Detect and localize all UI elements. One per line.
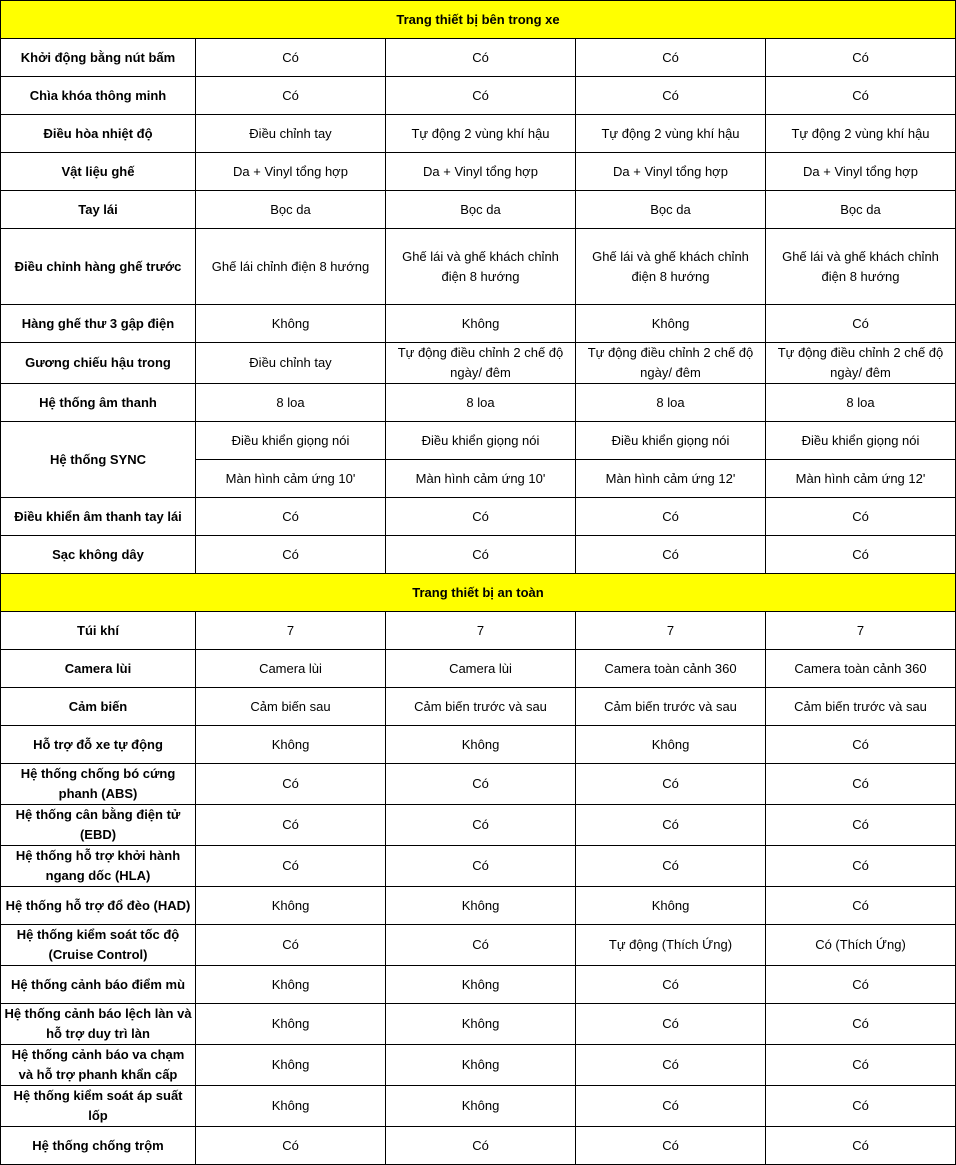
cell-value: Da + Vinyl tổng hợp bbox=[196, 153, 386, 191]
cell-value: Da + Vinyl tổng hợp bbox=[766, 153, 956, 191]
cell-value: Không bbox=[196, 1004, 386, 1045]
cell-value: 7 bbox=[196, 612, 386, 650]
cell-value: Tự động điều chỉnh 2 chế độ ngày/ đêm bbox=[386, 343, 576, 384]
cell-value: Cảm biến trước và sau bbox=[766, 688, 956, 726]
table-row bbox=[1, 1127, 956, 1165]
cell-value: Không bbox=[386, 305, 576, 343]
cell-value: Ghế lái chỉnh điện 8 hướng bbox=[196, 229, 386, 305]
cell-value: Tự động (Thích Ứng) bbox=[576, 925, 766, 966]
cell-value: 8 loa bbox=[766, 384, 956, 422]
cell-value: Không bbox=[196, 966, 386, 1004]
row-label: Hệ thống âm thanh bbox=[1, 384, 196, 422]
cell-value: Bọc da bbox=[576, 191, 766, 229]
cell-value: Có bbox=[386, 925, 576, 966]
cell-value: Không bbox=[576, 887, 766, 925]
cell-value: Có bbox=[576, 764, 766, 805]
cell-value: Có bbox=[766, 1127, 956, 1165]
row-label: Hệ thống cảnh báo va chạm và hỗ trợ phanh khẩn cấp bbox=[1, 1045, 196, 1086]
row-label: Cảm biến bbox=[1, 688, 196, 726]
cell-value: Có bbox=[196, 764, 386, 805]
cell-value: Tự động 2 vùng khí hậu bbox=[576, 115, 766, 153]
table-row bbox=[1, 153, 956, 191]
row-label: Hệ thống SYNC bbox=[1, 422, 196, 498]
cell-value: Điều khiển giọng nói bbox=[386, 422, 576, 460]
table-row bbox=[1, 191, 956, 229]
cell-value: Có bbox=[576, 39, 766, 77]
cell-value: Có bbox=[576, 498, 766, 536]
cell-value: Có bbox=[386, 805, 576, 846]
cell-value: Có bbox=[576, 77, 766, 115]
cell-value: Không bbox=[386, 1045, 576, 1086]
cell-value: Không bbox=[196, 726, 386, 764]
cell-value: Không bbox=[196, 1045, 386, 1086]
table-row bbox=[1, 422, 956, 460]
cell-value: Có bbox=[766, 305, 956, 343]
table-row bbox=[1, 925, 956, 966]
cell-value: Điều chỉnh tay bbox=[196, 115, 386, 153]
cell-value: Có bbox=[386, 764, 576, 805]
row-label: Điều hòa nhiệt độ bbox=[1, 115, 196, 153]
cell-value: Có bbox=[196, 498, 386, 536]
cell-value: 7 bbox=[386, 612, 576, 650]
row-label: Hệ thống chống bó cứng phanh (ABS) bbox=[1, 764, 196, 805]
row-label: Khởi động bằng nút bấm bbox=[1, 39, 196, 77]
cell-value: Không bbox=[386, 966, 576, 1004]
table-row bbox=[1, 536, 956, 574]
cell-value: Có bbox=[576, 1086, 766, 1127]
cell-value: Có bbox=[766, 764, 956, 805]
cell-value: Da + Vinyl tổng hợp bbox=[386, 153, 576, 191]
cell-value: Có (Thích Ứng) bbox=[766, 925, 956, 966]
row-label: Điều khiển âm thanh tay lái bbox=[1, 498, 196, 536]
table-row bbox=[1, 726, 956, 764]
cell-value: Có bbox=[196, 39, 386, 77]
cell-value: Có bbox=[576, 1004, 766, 1045]
cell-value: Bọc da bbox=[386, 191, 576, 229]
row-label: Gương chiếu hậu trong bbox=[1, 343, 196, 384]
cell-value: Điều khiển giọng nói bbox=[196, 422, 386, 460]
cell-value: Tự động điều chỉnh 2 chế độ ngày/ đêm bbox=[576, 343, 766, 384]
cell-value: Có bbox=[386, 77, 576, 115]
row-label: Hệ thống kiểm soát tốc độ (Cruise Control) bbox=[1, 925, 196, 966]
cell-value: Không bbox=[196, 1086, 386, 1127]
table-row bbox=[1, 1045, 956, 1086]
row-label: Hàng ghế thư 3 gập điện bbox=[1, 305, 196, 343]
cell-value: Có bbox=[576, 536, 766, 574]
cell-value: Có bbox=[386, 846, 576, 887]
table-row bbox=[1, 39, 956, 77]
cell-value: Màn hình cảm ứng 12' bbox=[766, 460, 956, 498]
cell-value: Ghế lái và ghế khách chỉnh điện 8 hướng bbox=[766, 229, 956, 305]
row-label: Hệ thống cảnh báo lệch làn và hỗ trợ duy trì làn bbox=[1, 1004, 196, 1045]
row-label: Hệ thống cảnh báo điểm mù bbox=[1, 966, 196, 1004]
cell-value: Có bbox=[196, 77, 386, 115]
cell-value: Điều khiển giọng nói bbox=[576, 422, 766, 460]
cell-value: Có bbox=[576, 1127, 766, 1165]
table-row bbox=[1, 805, 956, 846]
row-label: Tay lái bbox=[1, 191, 196, 229]
section-header-row bbox=[1, 1, 956, 39]
row-label: Hệ thống kiểm soát áp suất lốp bbox=[1, 1086, 196, 1127]
cell-value: Có bbox=[766, 536, 956, 574]
cell-value: Có bbox=[766, 77, 956, 115]
cell-value: Điều khiển giọng nói bbox=[766, 422, 956, 460]
cell-value: Có bbox=[766, 1004, 956, 1045]
cell-value: Camera lùi bbox=[386, 650, 576, 688]
cell-value: Có bbox=[386, 39, 576, 77]
cell-value: Có bbox=[766, 39, 956, 77]
table-row bbox=[1, 966, 956, 1004]
cell-value: 7 bbox=[576, 612, 766, 650]
table-row bbox=[1, 650, 956, 688]
table-row bbox=[1, 612, 956, 650]
cell-value: Cảm biến trước và sau bbox=[576, 688, 766, 726]
cell-value: Không bbox=[196, 887, 386, 925]
cell-value: Ghế lái và ghế khách chỉnh điện 8 hướng bbox=[386, 229, 576, 305]
table-row bbox=[1, 846, 956, 887]
section-header-row bbox=[1, 574, 956, 612]
row-label: Chìa khóa thông minh bbox=[1, 77, 196, 115]
table-row bbox=[1, 887, 956, 925]
cell-value: Có bbox=[196, 805, 386, 846]
cell-value: Tự động 2 vùng khí hậu bbox=[766, 115, 956, 153]
cell-value: 8 loa bbox=[386, 384, 576, 422]
row-label: Hỗ trợ đỗ xe tự động bbox=[1, 726, 196, 764]
cell-value: Màn hình cảm ứng 10' bbox=[196, 460, 386, 498]
cell-value: Có bbox=[766, 498, 956, 536]
cell-value: Điều chỉnh tay bbox=[196, 343, 386, 384]
table-row bbox=[1, 1004, 956, 1045]
cell-value: Có bbox=[196, 1127, 386, 1165]
cell-value: Không bbox=[386, 726, 576, 764]
cell-value: Ghế lái và ghế khách chỉnh điện 8 hướng bbox=[576, 229, 766, 305]
cell-value: Có bbox=[576, 1045, 766, 1086]
row-label: Túi khí bbox=[1, 612, 196, 650]
cell-value: Tự động điều chỉnh 2 chế độ ngày/ đêm bbox=[766, 343, 956, 384]
cell-value: Có bbox=[196, 846, 386, 887]
row-label: Hệ thống cân bằng điện tử (EBD) bbox=[1, 805, 196, 846]
table-row bbox=[1, 384, 956, 422]
table-row bbox=[1, 498, 956, 536]
row-label: Vật liệu ghế bbox=[1, 153, 196, 191]
cell-value: Camera toàn cảnh 360 bbox=[576, 650, 766, 688]
cell-value: 7 bbox=[766, 612, 956, 650]
table-row bbox=[1, 343, 956, 384]
cell-value: Không bbox=[576, 726, 766, 764]
cell-value: Có bbox=[576, 846, 766, 887]
cell-value: Bọc da bbox=[766, 191, 956, 229]
cell-value: 8 loa bbox=[196, 384, 386, 422]
cell-value: Không bbox=[196, 305, 386, 343]
cell-value: Camera toàn cảnh 360 bbox=[766, 650, 956, 688]
cell-value: Có bbox=[576, 966, 766, 1004]
row-label: Hệ thống hỗ trợ đổ đèo (HAD) bbox=[1, 887, 196, 925]
cell-value: Camera lùi bbox=[196, 650, 386, 688]
table-row bbox=[1, 115, 956, 153]
cell-value: Cảm biến sau bbox=[196, 688, 386, 726]
table-row bbox=[1, 764, 956, 805]
cell-value: Có bbox=[196, 536, 386, 574]
cell-value: Có bbox=[766, 805, 956, 846]
cell-value: Có bbox=[196, 925, 386, 966]
row-label: Camera lùi bbox=[1, 650, 196, 688]
cell-value: Cảm biến trước và sau bbox=[386, 688, 576, 726]
cell-value: Có bbox=[386, 1127, 576, 1165]
cell-value: Có bbox=[766, 887, 956, 925]
cell-value: Có bbox=[766, 1086, 956, 1127]
cell-value: Tự động 2 vùng khí hậu bbox=[386, 115, 576, 153]
cell-value: Có bbox=[766, 726, 956, 764]
cell-value: Màn hình cảm ứng 10' bbox=[386, 460, 576, 498]
row-label: Hệ thống hỗ trợ khởi hành ngang dốc (HLA) bbox=[1, 846, 196, 887]
cell-value: Không bbox=[386, 1004, 576, 1045]
cell-value: Có bbox=[386, 536, 576, 574]
cell-value: Bọc da bbox=[196, 191, 386, 229]
table-row bbox=[1, 1086, 956, 1127]
cell-value: Màn hình cảm ứng 12' bbox=[576, 460, 766, 498]
row-label: Điều chỉnh hàng ghế trước bbox=[1, 229, 196, 305]
cell-value: Có bbox=[766, 1045, 956, 1086]
table-row bbox=[1, 77, 956, 115]
row-label: Sạc không dây bbox=[1, 536, 196, 574]
section-title: Trang thiết bị bên trong xe bbox=[1, 1, 956, 39]
cell-value: Có bbox=[766, 966, 956, 1004]
cell-value: Da + Vinyl tổng hợp bbox=[576, 153, 766, 191]
cell-value: Có bbox=[576, 805, 766, 846]
cell-value: 8 loa bbox=[576, 384, 766, 422]
table-row bbox=[1, 688, 956, 726]
cell-value: Không bbox=[386, 1086, 576, 1127]
table-row bbox=[1, 305, 956, 343]
row-label: Hệ thống chống trộm bbox=[1, 1127, 196, 1165]
section-title: Trang thiết bị an toàn bbox=[1, 574, 956, 612]
cell-value: Không bbox=[576, 305, 766, 343]
cell-value: Có bbox=[766, 846, 956, 887]
cell-value: Không bbox=[386, 887, 576, 925]
cell-value: Có bbox=[386, 498, 576, 536]
table-row bbox=[1, 229, 956, 305]
